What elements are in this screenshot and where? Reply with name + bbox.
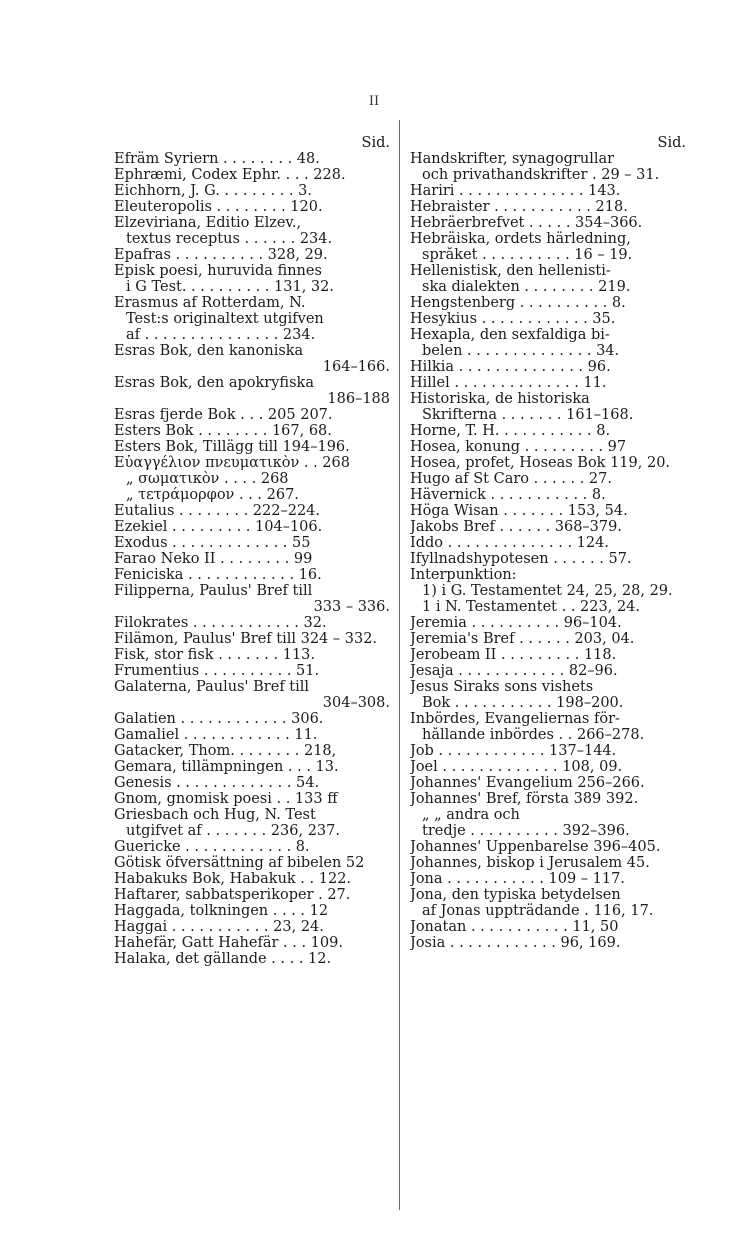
index-entry: Genesis . . . . . . . . . . . . . 54. xyxy=(114,775,320,791)
index-entry: „ „ andra och xyxy=(422,807,520,823)
index-entry: Iddo . . . . . . . . . . . . . . 124. xyxy=(410,535,609,551)
index-entry: Esras Bok, den kanoniska xyxy=(114,343,304,359)
index-entry: 304–308. xyxy=(322,695,390,711)
index-entry: Jeremia . . . . . . . . . . 96–104. xyxy=(410,615,622,631)
column-divider xyxy=(399,120,400,1210)
index-entry: Fisk, stor fisk . . . . . . . 113. xyxy=(114,647,316,663)
index-entry: Haftarer, sabbatsperikoper . 27. xyxy=(114,887,351,903)
index-entry: Ephræmi, Codex Ephr. . . . 228. xyxy=(114,167,346,183)
index-entry: Jeremia's Bref . . . . . . 203, 04. xyxy=(410,631,635,647)
index-entry: Götisk öfversättning af bibelen 52 xyxy=(114,855,365,871)
index-entry: Galatien . . . . . . . . . . . . 306. xyxy=(114,711,324,727)
index-entry: Johannes' Uppenbarelse 396–405. xyxy=(410,839,661,855)
index-entry: Eichhorn, J. G. . . . . . . . . 3. xyxy=(114,183,313,199)
index-entry: Filokrates . . . . . . . . . . . . 32. xyxy=(114,615,327,631)
index-entry: Josia . . . . . . . . . . . . 96, 169. xyxy=(410,935,621,951)
index-entry: Farao Neko II . . . . . . . . 99 xyxy=(114,551,313,567)
index-entry: Esras Bok, den apokryfiska xyxy=(114,375,314,391)
index-entry: af . . . . . . . . . . . . . . . 234. xyxy=(126,327,316,343)
index-entry: Haggai . . . . . . . . . . . 23, 24. xyxy=(114,919,324,935)
index-entry: Hilkia . . . . . . . . . . . . . . 96. xyxy=(410,359,611,375)
column-header-sid: Sid. xyxy=(657,135,686,151)
index-entry: Hosea, profet, Hoseas Bok 119, 20. xyxy=(410,455,671,471)
index-entry: 1) i G. Testamentet 24, 25, 28, 29. xyxy=(422,583,673,599)
index-entry: belen . . . . . . . . . . . . . . 34. xyxy=(422,343,620,359)
index-entry: Bok . . . . . . . . . . . 198–200. xyxy=(422,695,624,711)
index-entry: Inbördes, Evangeliernas för- xyxy=(410,711,620,727)
index-entry: Handskrifter, synagogrullar xyxy=(410,151,615,167)
index-entry: Hengstenberg . . . . . . . . . . 8. xyxy=(410,295,626,311)
index-entry: Jesaja . . . . . . . . . . . . 82–96. xyxy=(410,663,618,679)
index-entry: Ifyllnadshypotesen . . . . . . 57. xyxy=(410,551,632,567)
index-entry: Joel . . . . . . . . . . . . . 108, 09. xyxy=(410,759,623,775)
index-entry: Jonatan . . . . . . . . . . . 11, 50 xyxy=(410,919,619,935)
index-entry: Horne, T. H. . . . . . . . . . . 8. xyxy=(410,423,611,439)
index-entry: Exodus . . . . . . . . . . . . . 55 xyxy=(114,535,311,551)
index-entry: Höga Wisan . . . . . . . 153, 54. xyxy=(410,503,628,519)
index-entry: 333 – 336. xyxy=(313,599,390,615)
index-entry: textus receptus . . . . . . 234. xyxy=(126,231,333,247)
index-entry: tredje . . . . . . . . . . 392–396. xyxy=(422,823,630,839)
index-entry: Griesbach och Hug, N. Test xyxy=(114,807,316,823)
index-entry: Eutalius . . . . . . . . 222–224. xyxy=(114,503,321,519)
index-entry: Hugo af St Caro . . . . . . 27. xyxy=(410,471,612,487)
index-entry: Hosea, konung . . . . . . . . . 97 xyxy=(410,439,627,455)
index-entry: 1 i N. Testamentet . . 223, 24. xyxy=(422,599,641,615)
index-entry: Erasmus af Rotterdam, N. xyxy=(114,295,306,311)
index-entry: Galaterna, Paulus' Bref till xyxy=(114,679,310,695)
index-entry: Job . . . . . . . . . . . . 137–144. xyxy=(410,743,617,759)
index-entry: Frumentius . . . . . . . . . . 51. xyxy=(114,663,320,679)
index-entry: Jerobeam II . . . . . . . . . 118. xyxy=(410,647,617,663)
index-entry: Elzeviriana, Editio Elzev., xyxy=(114,215,302,231)
index-entry: Hesykius . . . . . . . . . . . . 35. xyxy=(410,311,616,327)
index-column-left xyxy=(114,135,390,967)
index-entry: af Jonas uppträdande . 116, 17. xyxy=(422,903,654,919)
index-entry: „ τετράμορφον . . . 267. xyxy=(126,487,299,503)
index-entry: Epafras . . . . . . . . . . 328, 29. xyxy=(114,247,328,263)
index-entry: Haggada, tolkningen . . . . 12 xyxy=(114,903,329,919)
index-entry: 186–188 xyxy=(327,391,390,407)
page-number: II xyxy=(368,94,380,109)
index-entry: språket . . . . . . . . . . 16 – 19. xyxy=(422,247,633,263)
index-entry: Feniciska . . . . . . . . . . . . 16. xyxy=(114,567,322,583)
index-entry: Test:s originaltext utgifven xyxy=(126,311,324,327)
index-entry: utgifvet af . . . . . . . 236, 237. xyxy=(126,823,340,839)
index-entry: Hahefär, Gatt Hahefär . . . 109. xyxy=(114,935,343,951)
index-entry: Εὐαγγέλιον πνευματικὸν . . 268 xyxy=(114,455,350,471)
index-entry: Hillel . . . . . . . . . . . . . . 11. xyxy=(410,375,607,391)
index-entry: Ezekiel . . . . . . . . . 104–106. xyxy=(114,519,323,535)
index-entry: Efräm Syriern . . . . . . . . 48. xyxy=(114,151,320,167)
index-entry: Johannes' Bref, första 389 392. xyxy=(410,791,639,807)
index-entry: hållande inbördes . . 266–278. xyxy=(422,727,645,743)
index-entry: Halaka, det gällande . . . . 12. xyxy=(114,951,332,967)
index-entry: Hebraister . . . . . . . . . . . 218. xyxy=(410,199,628,215)
index-entry: Hexapla, den sexfaldiga bi- xyxy=(410,327,610,343)
index-entry: Filipperna, Paulus' Bref till xyxy=(114,583,313,599)
index-entry: Johannes, biskop i Jerusalem 45. xyxy=(410,855,650,871)
index-entry: Episk poesi, huruvida finnes xyxy=(114,263,322,279)
index-entry: i G Test. . . . . . . . . . 131, 32. xyxy=(126,279,334,295)
index-entry: Jona . . . . . . . . . . . 109 – 117. xyxy=(410,871,625,887)
index-entry: Eleuteropolis . . . . . . . . 120. xyxy=(114,199,323,215)
index-entry: „ σωματικὸν . . . . 268 xyxy=(126,471,289,487)
index-entry: Jona, den typiska betydelsen xyxy=(410,887,621,903)
index-entry: Habakuks Bok, Habakuk . . 122. xyxy=(114,871,352,887)
index-entry: Johannes' Evangelium 256–266. xyxy=(410,775,645,791)
index-entry: Gamaliel . . . . . . . . . . . . 11. xyxy=(114,727,318,743)
index-entry: ska dialekten . . . . . . . . 219. xyxy=(422,279,631,295)
index-entry: Interpunktion: xyxy=(410,567,517,583)
index-entry: Filämon, Paulus' Bref till 324 – 332. xyxy=(114,631,378,647)
index-entry: Hebräiska, ordets härledning, xyxy=(410,231,631,247)
index-entry: Hebräerbrefvet . . . . . 354–366. xyxy=(410,215,643,231)
index-entry: Esras fjerde Bok . . . 205 207. xyxy=(114,407,333,423)
index-entry: Historiska, de historiska xyxy=(410,391,590,407)
index-entry: Gemara, tillämpningen . . . 13. xyxy=(114,759,339,775)
index-entry: Hariri . . . . . . . . . . . . . . 143. xyxy=(410,183,621,199)
index-entry: Esters Bok . . . . . . . . 167, 68. xyxy=(114,423,332,439)
index-entry: Hellenistisk, den hellenisti- xyxy=(410,263,611,279)
index-entry: Skrifterna . . . . . . . 161–168. xyxy=(422,407,634,423)
column-header-sid: Sid. xyxy=(361,135,390,151)
index-entry: Jakobs Bref . . . . . . 368–379. xyxy=(410,519,622,535)
index-entry: Jesus Siraks sons vishets xyxy=(410,679,594,695)
index-entry: Gnom, gnomisk poesi . . 133 ff xyxy=(114,791,338,807)
index-entry: Guericke . . . . . . . . . . . . 8. xyxy=(114,839,310,855)
index-entry: Esters Bok, Tillägg till 194–196. xyxy=(114,439,350,455)
index-column-right xyxy=(410,135,686,951)
index-entry: 164–166. xyxy=(322,359,390,375)
index-entry: Gatacker, Thom. . . . . . . . 218, xyxy=(114,743,337,759)
index-entry: och privathandskrifter . 29 – 31. xyxy=(422,167,660,183)
index-entry: Hävernick . . . . . . . . . . . 8. xyxy=(410,487,606,503)
